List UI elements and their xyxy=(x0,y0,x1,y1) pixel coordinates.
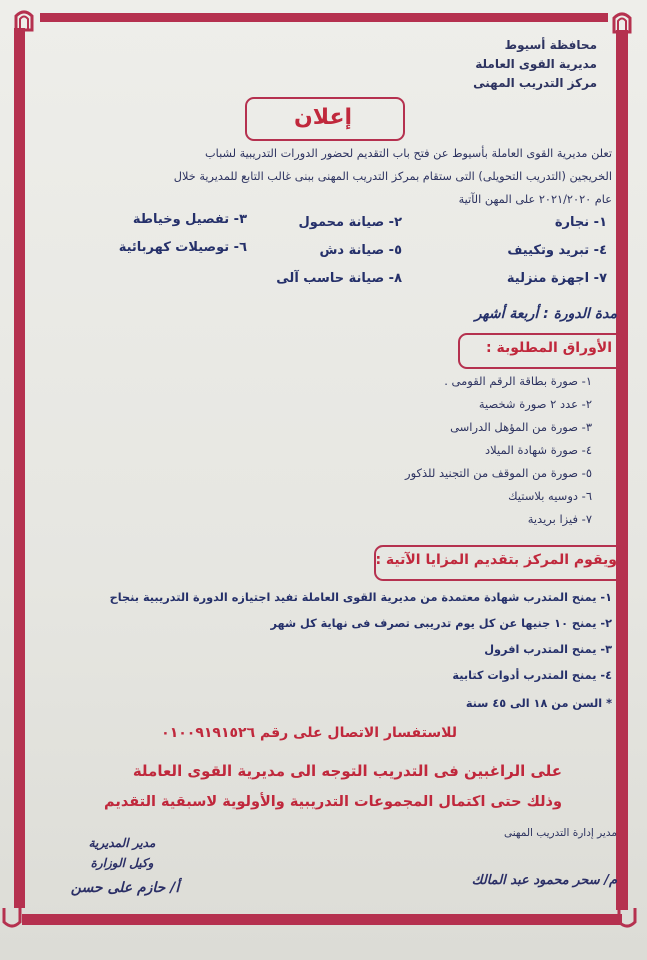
signature-right-title: مدير إدارة التدريب المهنى xyxy=(504,827,617,839)
trade-item: ٥- صيانة دش xyxy=(319,243,402,258)
trade-item: ٨- صيانة حاسب آلى xyxy=(276,271,402,286)
trade-item: ١- نجارة xyxy=(554,215,607,230)
document-item: ٤- صورة شهادة الميلاد xyxy=(485,443,592,457)
benefit-item: ٣- يمنح المتدرب افرول xyxy=(484,643,612,656)
course-duration: مدة الدورة : أربعة أشهر xyxy=(474,306,617,322)
header-center: مركز التدريب المهنى xyxy=(473,76,597,90)
trade-item: ٦- توصيلات كهربائية xyxy=(118,240,247,255)
documents-heading: الأوراق المطلوبة : xyxy=(486,340,612,356)
document-item: ١- صورة بطاقة الرقم القومى . xyxy=(444,374,592,388)
benefit-item: ١- يمنح المتدرب شهادة معتمدة من مديرية القوى العاملة تفيد اجتيازه الدورة التدريبية بنجاح xyxy=(109,591,612,604)
corner-ornament-icon xyxy=(612,10,632,34)
closing-line-1: على الراغبين فى التدريب التوجه الى مديرية القوى العاملة xyxy=(132,762,562,780)
signature-left-name: أ/ حازم على حسن xyxy=(70,880,180,896)
trade-item: ٢- صيانة محمول xyxy=(298,215,402,230)
closing-line-2: وذلك حتى اكتمال المجموعات التدريبية والأولوية لاسبقية التقديم xyxy=(104,794,562,810)
trade-item: ٧- اجهزة منزلية xyxy=(506,271,607,286)
corner-ornament-icon xyxy=(14,8,34,32)
trade-item: ٤- تبريد وتكييف xyxy=(507,243,607,258)
contact-phone: للاستفسار الاتصال على رقم ٠١٠٠٩١٩١٥٢٦ xyxy=(161,725,457,741)
benefits-heading: ويقوم المركز بتقديم المزايا الآتية : xyxy=(375,552,617,568)
corner-ornament-icon xyxy=(617,906,637,930)
page-title: إعلان xyxy=(293,105,353,130)
benefit-item: ٢- يمنح ١٠ جنيها عن كل يوم تدريبى تصرف فى نهاية كل شهر xyxy=(270,617,612,630)
frame-left-border xyxy=(14,28,25,908)
header-governorate: محافظة أسيوط xyxy=(504,38,597,52)
document-item: ٢- عدد ٢ صورة شخصية xyxy=(478,397,592,411)
frame-right-border xyxy=(616,30,628,910)
document-item: ٣- صورة من المؤهل الدراسى xyxy=(450,420,592,434)
corner-ornament-icon xyxy=(2,906,22,930)
signature-left-title-2: وكيل الوزارة xyxy=(90,856,154,870)
document-item: ٦- دوسيه بلاستيك xyxy=(508,489,592,503)
trade-item: ٣- تفصيل وخياطة xyxy=(132,212,247,227)
signature-right-name: م/ سحر محمود عبد المالك xyxy=(471,873,617,888)
frame-bottom-border xyxy=(22,914,622,925)
age-requirement: * السن من ١٨ الى ٤٥ سنة xyxy=(465,697,612,710)
frame-top-border xyxy=(40,13,608,22)
intro-line-2: الخريجين (التدريب التحويلى) التى ستقام بمركز التدريب المهنى ببنى غالب التابع للمديرية خلال xyxy=(173,170,612,183)
intro-line-1: تعلن مديرية القوى العاملة بأسيوط عن فتح باب التقديم لحضور الدورات التدريبية لشباب xyxy=(205,147,612,160)
signature-left-title-1: مدير المديرية xyxy=(88,836,156,850)
document-item: ٥- صورة من الموقف من التجنيد للذكور xyxy=(405,466,592,480)
intro-line-3: عام ٢٠٢١/٢٠٢٠ على المهن الآتية xyxy=(458,193,612,206)
header-directorate: مديرية القوى العاملة xyxy=(475,57,597,71)
document-item: ٧- فيزا بريدية xyxy=(527,512,592,526)
benefit-item: ٤- يمنح المتدرب أدوات كتابية xyxy=(452,669,612,682)
